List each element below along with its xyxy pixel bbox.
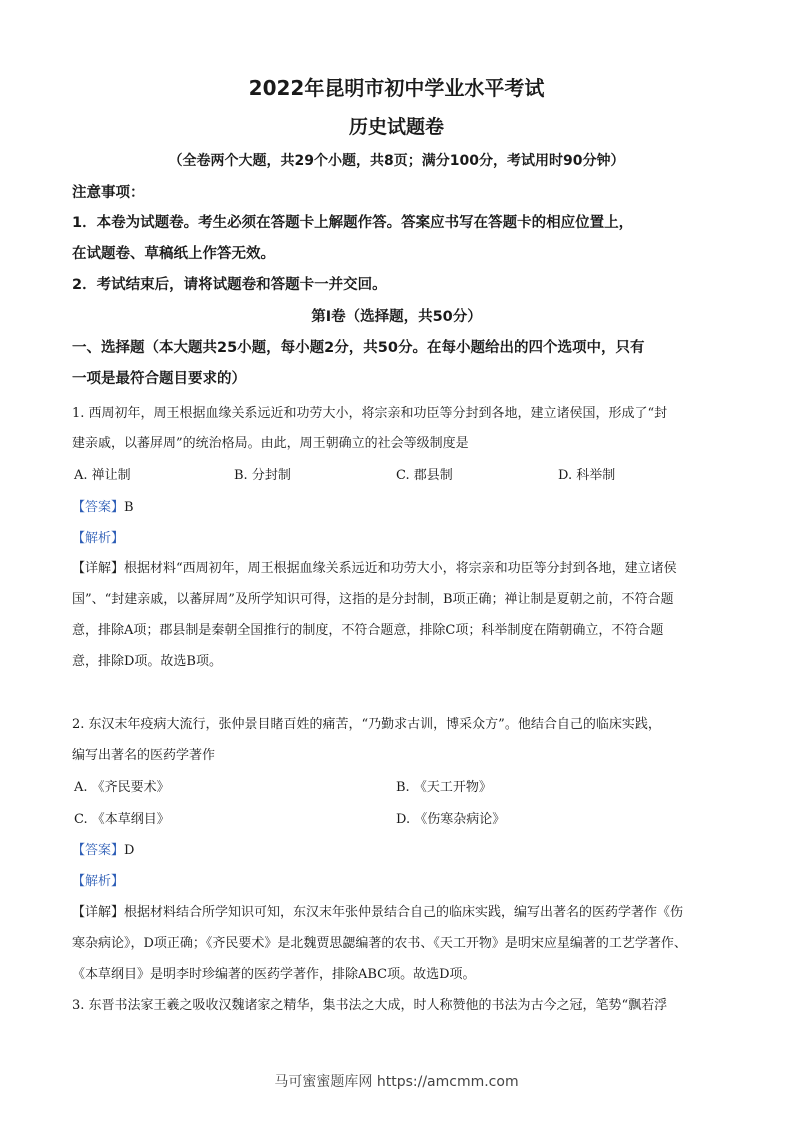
- question-2-detail-line-3: 《本草纲目》是明李时珍编著的医药学著作，排除ABC项。故选D项。: [72, 967, 476, 982]
- question-1-option-b: B. 分封制: [234, 468, 291, 483]
- notes-heading: 注意事项：: [72, 185, 145, 201]
- section-title-line-1: 一、选择题（本大题共25小题，每小题2分，共50分。在每小题给出的四个选项中，只有: [72, 340, 645, 356]
- exam-title: 2022年昆明市初中学业水平考试: [248, 76, 545, 100]
- question-2-detail-line-2: 寒杂病论》，D项正确；《齐民要术》是北魏贾思勰编著的农书、《天工开物》是明宋应星编著的工艺学著作、: [72, 936, 687, 951]
- question-2-answer: [72, 839, 722, 858]
- question-1-stem-line-2: 建亲戚，以蕃屏周”的统治格局。由此，周王朝确立的社会等级制度是: [72, 436, 469, 451]
- question-3-stem-line-1: 3. 东晋书法家王羲之吸收汉魏诸家之精华，集书法之大成，时人称赞他的书法为古今之冠，笔势“飘若浮: [72, 998, 668, 1013]
- question-1-answer: [72, 496, 722, 515]
- question-1-stem-line-1: 1. 西周初年，周王根据血缘关系远近和功劳大小，将宗亲和功臣等分封到各地，建立诸侯国，形成了“封: [72, 406, 668, 421]
- answer-label: 【答案】: [72, 843, 125, 858]
- question-2-option-c: C. 《本草纲目》: [74, 812, 170, 827]
- question-1-option-a: A. 禅让制: [74, 468, 131, 483]
- question-2-stem-line-2: 编写出著名的医药学著作: [72, 748, 216, 763]
- answer-value: B: [124, 500, 134, 515]
- question-2-option-d: D. 《伤寒杂病论》: [396, 812, 506, 827]
- question-2-detail-line-1: 【详解】根据材料结合所学知识可知，东汉末年张仲景结合自己的临床实践，编写出著名的医药学著作《伤: [72, 905, 684, 920]
- question-1-detail-line-1: 【详解】根据材料“西周初年，周王根据血缘关系远近和功劳大小，将宗亲和功臣等分封到各地，建立诸侯: [72, 561, 677, 576]
- question-1-detail-line-3: 意，排除A项；郡县制是秦朝全国推行的制度，不符合题意，排除C项；科举制度在隋朝确立，不符合题: [72, 623, 664, 638]
- question-1-detail-line-2: 国”、“封建亲戚，以蕃屏周”及所学知识可得，这指的是分封制，B项正确；禅让制是夏朝之前，不符合题: [72, 592, 674, 607]
- question-1-analysis-label: 【解析】: [72, 531, 125, 546]
- question-1-option-d: D. 科举制: [558, 468, 616, 483]
- question-2-stem-line-1: 2. 东汉末年疫病大流行，张仲景目睹百姓的痛苦，“乃勤求古训，博采众方”。他结合自己的临床实践，: [72, 717, 661, 732]
- question-2-option-b: B. 《天工开物》: [396, 780, 492, 795]
- question-2-option-a: A. 《齐民要术》: [74, 780, 170, 795]
- exam-info: （全卷两个大题，共29个小题，共8页；满分100分，考试用时90分钟）: [168, 153, 625, 169]
- answer-label: 【答案】: [72, 500, 125, 515]
- note-item-1-line-1: 1．本卷为试题卷。考生必须在答题卡上解题作答。答案应书写在答题卡的相应位置上，: [72, 215, 634, 231]
- answer-value: D: [124, 843, 135, 858]
- note-item-2: 2．考试结束后，请将试题卷和答题卡一并交回。: [72, 277, 387, 293]
- part-title: 第Ⅰ卷（选择题，共50分）: [311, 309, 482, 325]
- question-1-option-c: C. 郡县制: [396, 468, 453, 483]
- note-item-1-line-2: 在试题卷、草稿纸上作答无效。: [72, 246, 275, 262]
- exam-subtitle: 历史试题卷: [348, 116, 444, 138]
- question-2-analysis-label: 【解析】: [72, 874, 125, 889]
- question-1-detail-line-4: 意，排除D项。故选B项。: [72, 654, 222, 669]
- section-title-line-2: 一项是最符合题目要求的）: [72, 371, 246, 387]
- footer-watermark: 马可蜜蜜题库网 https://amcmm.com: [274, 1074, 519, 1090]
